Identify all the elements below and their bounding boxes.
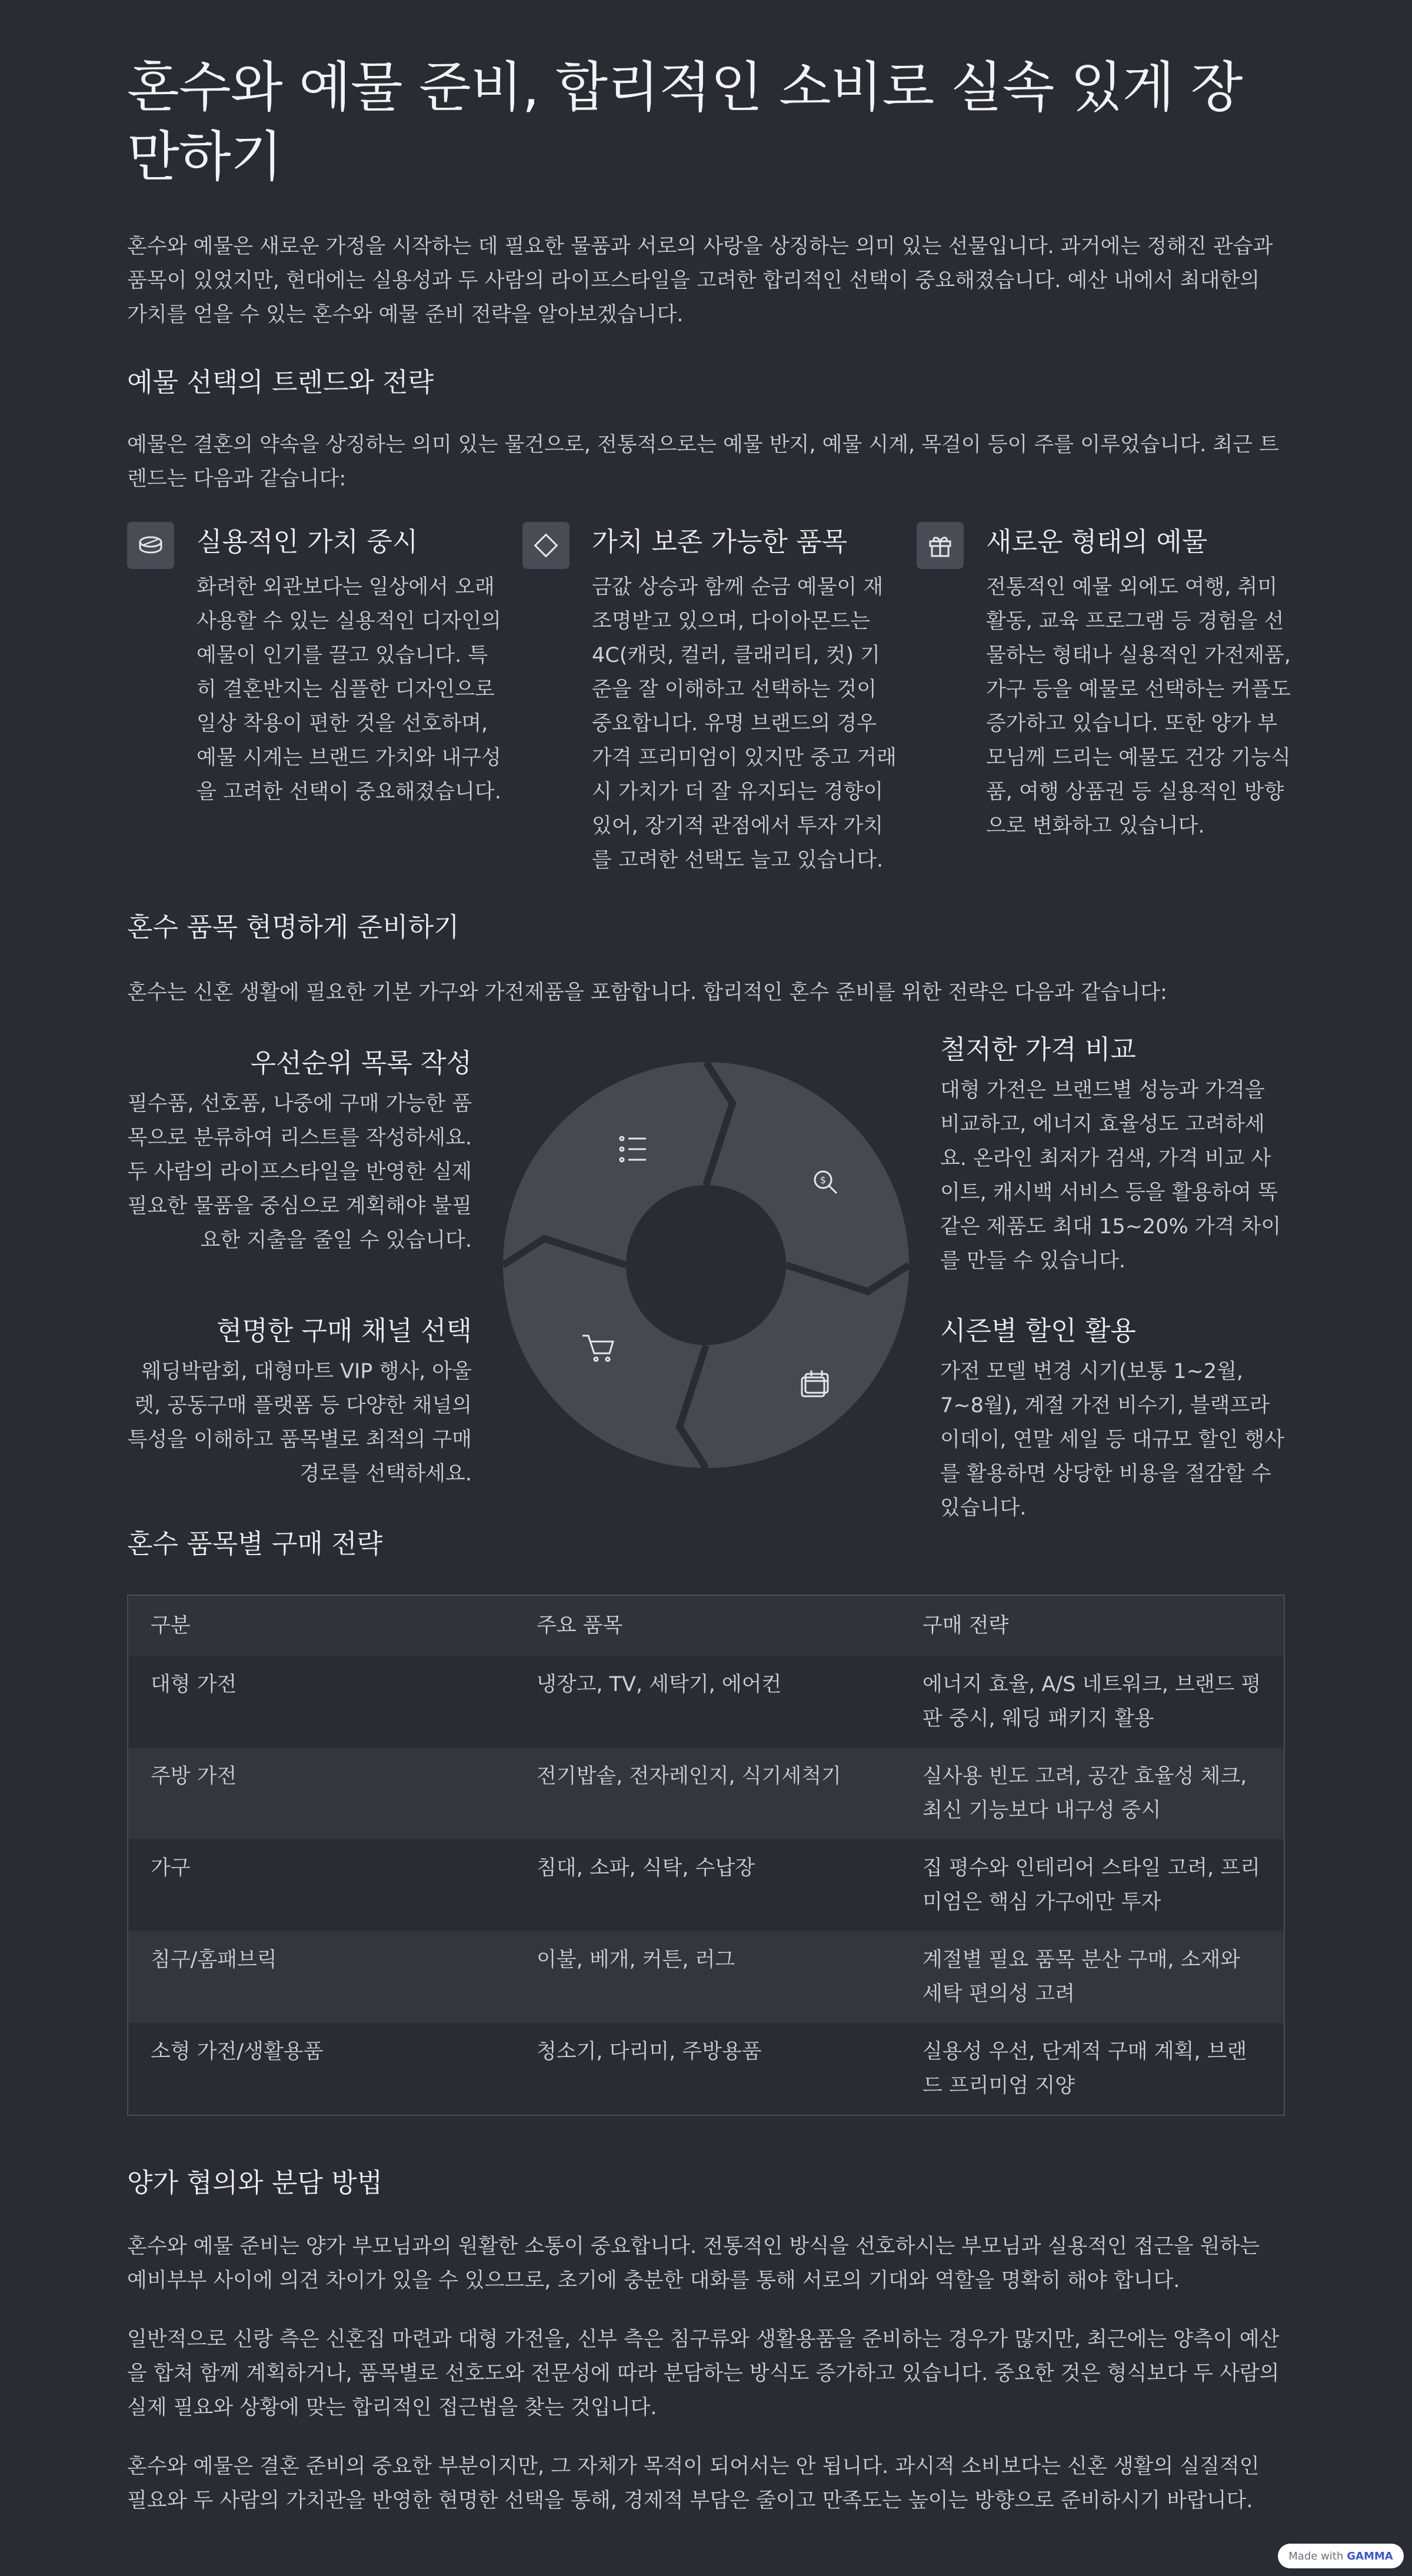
svg-text:$: $ [820,1174,827,1186]
coins-icon [127,522,174,569]
table-cell: 집 평수와 인테리어 스타일 고려, 프리미엄은 핵심 가구에만 투자 [900,1839,1284,1931]
cycle-text: 가전 모델 변경 시기(보통 1~2월, 7~8월), 계절 가전 비수기, 블랙프라이데이, 연말 세일 등 대규모 할인 행사를 활용하면 상당한 비용을 절감할 수 있습니다. [940,1360,1285,1520]
cycle-text: 필수품, 선호품, 나중에 구매 가능한 품목으로 분류하여 리스트를 작성하세요. 두 사람의 라이프스타일을 반영한 실제 필요한 물품을 중심으로 계획해야 불필요한 지출을 줄일 수 있습니다. [127,1092,472,1252]
section-text-honsu: 혼수는 신혼 생활에 필요한 기본 가구와 가전제품을 포함합니다. 합리적인 혼수 준비를 위한 전략은 다음과 같습니다: [127,981,1167,1004]
table-cell: 소형 가전/생활용품 [128,2023,514,2115]
table-cell: 냉장고, TV, 세탁기, 에어컨 [514,1656,900,1748]
cycle-title: 우선순위 목록 작성 [250,1047,472,1079]
badge-prefix: Made with [1288,2550,1344,2562]
table-cell: 전기밥솥, 전자레인지, 식기세척기 [514,1748,900,1839]
column-header: 구분 [128,1595,514,1656]
agreement-paragraph: 혼수와 예물 준비는 양가 부모님과의 원활한 소통이 중요합니다. 전통적인 방식을 선호하시는 부모님과 실용적인 접근을 원하는 예비부부 사이에 의견 차이가 있을 수 있으므로, 초기에 충분한 대화를 통해 서로의 기대와 역할을 명확히 해야 합니다. [127,2235,1260,2292]
feature-text: 금값 상승과 함께 순금 예물이 재조명받고 있으며, 다이아몬드는 4C(캐럿, 컬러, 클래리티, 컷) 기준을 잘 이해하고 선택하는 것이 중요합니다. 유명 브랜드의 경우 가격 프리미엄이 있지만 중고 거래 시 가치가 더 잘 유지되는 경향이 있어, 장기적 관점에서 투자 가치를 고려한 선택도 늘고 있습니다. [592,575,897,872]
feature-text: 화려한 외관보다는 일상에서 오래 사용할 수 있는 실용적인 디자인의 예물이 인기를 끌고 있습니다. 특히 결혼반지는 심플한 디자인으로 일상 착용이 편한 것을 선호하며, 예물 시계는 브랜드 가치와 내구성을 고려한 선택이 중요해졌습니다. [197,575,501,804]
section-heading-table: 혼수 품목별 구매 전략 [127,1528,383,1559]
table-row [128,1931,1284,2023]
table-row [128,1839,1284,1931]
page-title: 혼수와 예물 준비, 합리적인 소비로 실속 있게 장만하기 [127,56,1243,188]
table-row [128,1656,1284,1748]
table-cell: 대형 가전 [128,1656,514,1748]
table-cell: 실사용 빈도 고려, 공간 효율성 체크, 최신 기능보다 내구성 중시 [900,1748,1284,1839]
table-row [128,2023,1284,2115]
section-heading-trends: 예물 선택의 트렌드와 전략 [127,367,434,398]
table-cell: 계절별 필요 품목 분산 구매, 소재와 세탁 편의성 고려 [900,1931,1284,2023]
cycle-diagram [500,1059,912,1471]
cycle-title: 현명한 구매 채널 선택 [216,1315,472,1346]
cycle-item-priority-list [127,1046,472,1257]
cycle-text: 대형 가전은 브랜드별 성능과 가격을 비교하고, 에너지 효율성도 고려하세요. 온라인 최저가 검색, 가격 비교 사이트, 캐시백 서비스 등을 활용하여 똑같은 제품도 최대 15~20% 가격 차이를 만들 수 있습니다. [940,1079,1281,1273]
column-header: 구매 전략 [900,1595,1284,1656]
table-cell: 실용성 우선, 단계적 구매 계획, 브랜드 프리미엄 지양 [900,2023,1284,2115]
feature-title: 실용적인 가치 중시 [197,526,418,557]
table-cell: 침대, 소파, 식탁, 수납장 [514,1839,900,1931]
table-row [128,1748,1284,1839]
cycle-text: 웨딩박람회, 대형마트 VIP 행사, 아울렛, 공동구매 플랫폼 등 다양한 채널의 특성을 이해하고 품목별로 최적의 구매 경로를 선택하세요. [127,1360,472,1486]
cycle-title: 시즌별 할인 활용 [940,1315,1136,1346]
gamma-logo: GAMMA [1347,2550,1393,2562]
column-header: 주요 품목 [514,1595,900,1656]
agreement-paragraph: 일반적으로 신랑 측은 신혼집 마련과 대형 가전을, 신부 측은 침구류와 생활용품을 준비하는 경우가 많지만, 최근에는 양측이 예산을 합쳐 함께 계획하거나, 품목별로 선호도와 전문성에 따라 분담하는 방식도 증가하고 있습니다. 중요한 것은 형식보다 두 사람의 실제 필요와 상황에 맞는 합리적인 접근법을 찾는 것입니다. [127,2328,1280,2419]
cycle-item-purchase-channel [127,1313,472,1491]
cycle-title: 철저한 가격 비교 [940,1034,1136,1065]
feature-title: 가치 보존 가능한 품목 [592,526,848,557]
section-heading-agreement: 양가 협의와 분담 방법 [127,2167,383,2198]
table-cell: 침구/홈패브릭 [128,1931,514,2023]
table-cell: 이불, 베개, 커튼, 러그 [514,1931,900,2023]
cycle-hole [626,1185,786,1345]
made-with-gamma-badge[interactable] [1278,2544,1404,2568]
table-cell: 청소기, 다리미, 주방용품 [514,2023,900,2115]
diamond-icon [522,522,570,569]
gift-icon [917,522,964,569]
intro-paragraph: 혼수와 예물은 새로운 가정을 시작하는 데 필요한 물품과 서로의 사랑을 상징하는 의미 있는 선물입니다. 과거에는 정해진 관습과 품목이 있었지만, 현대에는 실용성과 두 사람의 라이프스타일을 고려한 합리적인 선택이 중요해졌습니다. 예산 내에서 최대한의 가치를 얻을 수 있는 혼수와 예물 준비 전략을 알아보겠습니다. [127,235,1273,327]
table-cell: 에너지 효율, A/S 네트워크, 브랜드 평판 중시, 웨딩 패키지 활용 [900,1656,1284,1748]
table-header-row [128,1595,1284,1656]
section-text-trends: 예물은 결혼의 약속을 상징하는 의미 있는 물건으로, 전통적으로는 예물 반지, 예물 시계, 목걸이 등이 주를 이루었습니다. 최근 트렌드는 다음과 같습니다: [127,433,1279,491]
feature-text: 전통적인 예물 외에도 여행, 취미 활동, 교육 프로그램 등 경험을 선물하는 형태나 실용적인 가전제품, 가구 등을 예물로 선택하는 커플도 증가하고 있습니다. 또한 양가 부모님께 드리는 예물도 건강 기능식품, 여행 상품권 등 실용적인 방향으로 변화하고 있습니다. [986,575,1291,838]
table-cell: 주방 가전 [128,1748,514,1839]
cycle-item-seasonal-sale [940,1313,1285,1525]
section-heading-honsu: 혼수 품목 현명하게 준비하기 [127,911,459,943]
cycle-item-price-comparison [940,1032,1285,1278]
feature-title: 새로운 형태의 예물 [986,526,1208,557]
agreement-paragraph: 혼수와 예물은 결혼 준비의 중요한 부분이지만, 그 자체가 목적이 되어서는 안 됩니다. 과시적 소비보다는 신혼 생활의 실질적인 필요와 두 사람의 가치관을 반영한 현명한 선택을 통해, 경제적 부담은 줄이고 만족도는 높이는 방향으로 준비하시기 바랍니다. [127,2455,1260,2512]
purchase-strategy-table [127,1595,1285,2116]
table-cell: 가구 [128,1839,514,1931]
